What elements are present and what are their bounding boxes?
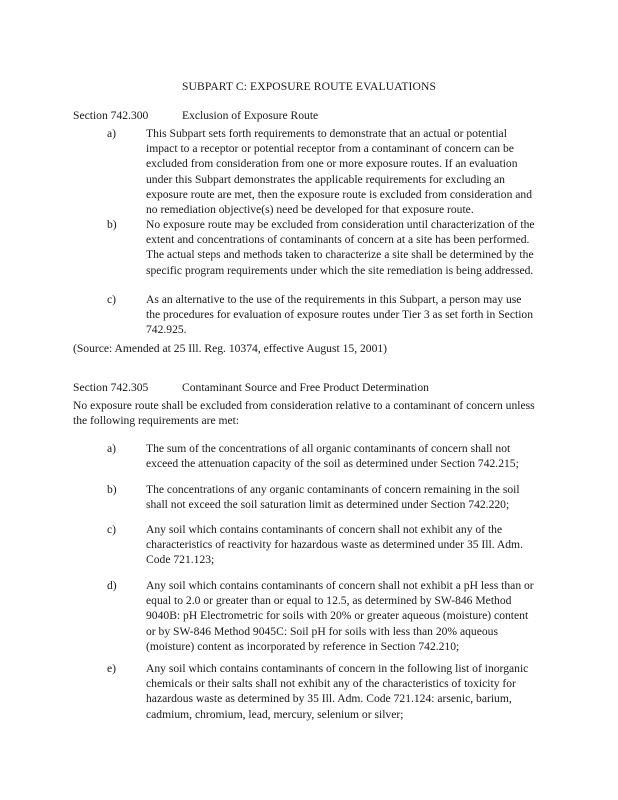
section-305-heading	[73, 380, 553, 395]
item-text: The sum of the concentrations of all organic contaminants of concern shall not exceed the attenuation capacity of the soil as determined under Section 742.215;	[146, 442, 519, 471]
section-305-title: Contaminant Source and Free Product Determination	[182, 381, 429, 394]
item-text: No exposure route may be excluded from consideration until characterization of the extent and concentrations of contaminants of concern at a site has been performed. The actual steps and methods taken to characterize a site shall be determined by the specific program requirements under which the site remediation is being addressed.	[146, 218, 535, 277]
item-text: Any soil which contains contaminants of concern in the following list of inorganic chemicals or their salts shall not exhibit any of the characteristics of toxicity for hazardous waste as determined by 35 Ill. Adm. Code 721.124: arsenic, barium, cadmium, chromium, lead, mercury, selenium or silver;	[146, 662, 529, 721]
section-305-item-b	[73, 482, 553, 512]
item-letter: e)	[107, 662, 117, 675]
item-letter: b)	[107, 483, 117, 496]
item-letter: a)	[107, 442, 117, 455]
section-305-item-a	[73, 441, 553, 471]
item-text: This Subpart sets forth requirements to demonstrate that an actual or potential impact to a receptor or potential receptor from a contaminant of concern can be excluded from consideration from one or more exposure routes. If an evaluation under this Subpart demonstrates the applicable requirements for excluding an exposure route are met, then the exposure route is excluded from consideration and no remediation objective(s) need be developed for that exposure route.	[146, 127, 533, 217]
item-text: Any soil which contains contaminants of concern shall not exhibit any of the characteristics of reactivity for hazardous waste as determined under 35 Ill. Adm. Code 721.123;	[146, 523, 523, 567]
item-text: Any soil which contains contaminants of concern shall not exhibit a pH less than or equal to 2.0 or greater than or equal to 12.5, as determined by SW-846 Method 9040B: pH Electrometric for soils with 20% or greater aqueous (moisture) content or by SW-846 Method 9045C: Soil pH for soils with less than 20% aqueous (moisture) content as incorporated by reference in Section 742.210;	[146, 579, 534, 653]
section-300-title: Exclusion of Exposure Route	[182, 109, 319, 122]
section-300-item-b	[73, 217, 553, 278]
item-letter: b)	[107, 218, 117, 231]
item-letter: c)	[107, 523, 117, 536]
section-305-item-c	[73, 522, 553, 568]
section-305-intro: No exposure route shall be excluded from consideration relative to a contaminant of concern unless the following requirements are met:	[73, 399, 535, 428]
section-300-heading	[73, 108, 553, 123]
section-305-item-d	[73, 578, 553, 654]
section-305-item-e	[73, 661, 553, 722]
subpart-title: SUBPART C: EXPOSURE ROUTE EVALUATIONS	[181, 80, 437, 93]
section-300-item-a	[73, 126, 553, 217]
item-text: As an alternative to the use of the requirements in this Subpart, a person may use the procedures for evaluation of exposure routes under Tier 3 as set forth in Section 742.925.	[146, 293, 534, 337]
section-305-number: Section 742.305	[73, 381, 149, 394]
section-300-item-c	[73, 292, 553, 338]
section-300-source-note: (Source: Amended at 25 Ill. Reg. 10374, effective August 15, 2001)	[73, 342, 388, 355]
item-letter: a)	[107, 127, 117, 140]
item-letter: c)	[107, 293, 117, 306]
section-300-number: Section 742.300	[73, 109, 149, 122]
item-letter: d)	[107, 579, 117, 592]
item-text: The concentrations of any organic contaminants of concern remaining in the soil shall not exceed the soil saturation limit as determined under Section 742.220;	[146, 483, 520, 512]
